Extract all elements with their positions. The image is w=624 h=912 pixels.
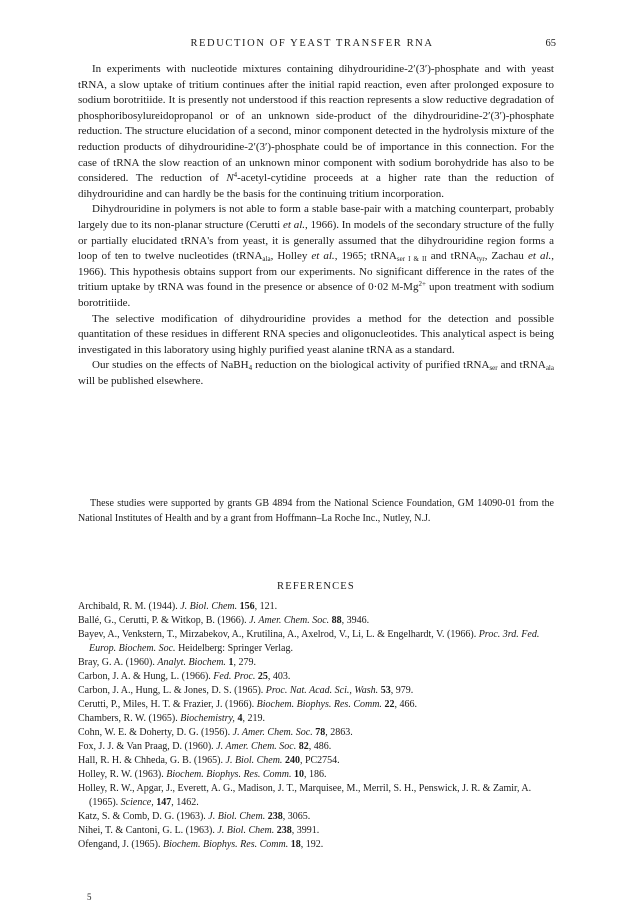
page-number: 65: [545, 38, 556, 49]
reference-volume: 4: [237, 713, 243, 724]
reference-volume: 238: [267, 811, 283, 822]
reference-volume: 156: [239, 601, 255, 612]
reference-item: Bayev, A., Venkstern, T., Mirzabekov, A., Krutilina, A., Axelrod, V., Li, L. & Engelhardt, V. (1966). Proc. 3rd. Fed. Europ. Biochem. Soc. Heidelberg: Springer Verlag.: [78, 629, 540, 654]
reference-item: Ofengand, J. (1965). Biochem. Biophys. Res. Comm. 18, 192.: [78, 839, 324, 850]
reference-volume: 1: [228, 657, 234, 668]
reference-journal: Proc. Nat. Acad. Sci., Wash.: [265, 685, 379, 696]
acknowledgement: [78, 497, 554, 527]
reference-item: Carbon, J. A. & Hung, L. (1966). Fed. Proc. 25, 403.: [78, 671, 291, 682]
reference-volume: 78: [315, 727, 326, 738]
reference-item: Holley, R. W., Apgar, J., Everett, A. G., Madison, J. T., Marquisee, M., Merril, S. H., Penswick, J. R. & Zamir, A. (1965). Science, 147, 1462.: [78, 783, 532, 808]
running-title: REDUCTION OF YEAST TRANSFER RNA: [190, 38, 434, 49]
references-heading: REFERENCES: [277, 581, 355, 592]
reference-item: Bray, G. A. (1960). Analyt. Biochem. 1, 279.: [78, 657, 256, 668]
paragraph-tritium-uptake: In experiments with nucleotide mixtures containing dihydrouridine-2′(3′)-phosphate and with yeast tRNA, a slow uptake of tritium continues after the initial rapid reaction, even after prolonged exposure to sodium borotritiide. It is presently not understood if this reaction represents a slow reductive degradation of phosphoribosylureidopropanol or of an unknown side-product of the dihydrouridine-2′(3′)-phosphate reduction. The structure elucidation of a second, minor component detected in the hydrolysis mixture of the reduction products of dihydrouridine-2′(3′)-phosphate could be of importance in this connection. For the case of tRNA the slow reaction of an unknown minor component with sodium borohydride has also to be considered. The reduction of $N^4-acetyl$-cytidine proceeds at a higher rate than the reduction of dihydrouridine and can hardly be the basis for the continuing tritium incorporation.: [78, 63, 554, 200]
reference-item: Fox, J. J. & Van Praag, D. (1960). J. Amer. Chem. Soc. 82, 486.: [78, 741, 332, 752]
reference-journal: J. Amer. Chem. Soc.: [249, 615, 330, 626]
reference-journal: Science,: [120, 797, 154, 808]
reference-volume: 53: [380, 685, 391, 696]
reference-journal: J. Biol. Chem.: [225, 755, 283, 766]
paragraph-selective-modification: The selective modification of dihydrouridine provides a method for the detection and possible quantitation of these residues in different RNA species and oligonucleotides. This analytical aspect is being investigated in this laboratory using highly purified yeast alanine tRNA as a standard.: [78, 312, 554, 356]
reference-volume: 240: [284, 755, 300, 766]
reference-volume: 238: [276, 825, 292, 836]
paragraph-base-pairing: Dihydrouridine in polymers is not able to form a stable base-pair with a matching counterpart, probably largely due to its non-planar structure (Cerutti et al., 1966). In models of the secondary structure of the fully or partially elucidated tRNA's from yeast, it is generally assumed that the dihydrouridine region forms a loop of ten to twelve nucleotides (tRNA$_{ala}$, Holley et al., 1965; tRNA$_{ser I \& II}$ and tRNA$_{tyr}$, Zachau et al., 1966). This hypothesis obtains support from our experiments. No significant difference in the rates of the tritium uptake by tRNA was found in the presence or absence of 0·02 $M-Mg^{2+}$ upon treatment with sodium borotritiide.: [78, 203, 555, 309]
reference-journal: J. Amer. Chem. Soc.: [216, 741, 297, 752]
reference-item: Holley, R. W. (1963). Biochem. Biophys. Res. Comm. 10, 186.: [78, 769, 327, 780]
reference-item: Chambers, R. W. (1965). Biochemistry, 4, 219.: [78, 713, 265, 724]
reference-journal: Biochem. Biophys. Res. Comm.: [166, 769, 292, 780]
reference-journal: Proc. 3rd. Fed. Europ. Biochem. Soc.: [89, 629, 540, 654]
reference-item: Katz, S. & Comb, D. G. (1963). J. Biol. Chem. 238, 3065.: [78, 811, 311, 822]
reference-journal: Analyt. Biochem.: [157, 657, 226, 668]
reference-volume: 88: [331, 615, 342, 626]
signature-mark: 5: [87, 892, 92, 902]
reference-journal: Biochem. Biophys. Res. Comm.: [256, 699, 382, 710]
reference-item: Carbon, J. A., Hung, L. & Jones, D. S. (1965). Proc. Nat. Acad. Sci., Wash. 53, 979.: [78, 685, 414, 696]
reference-volume: 82: [298, 741, 309, 752]
reference-volume: 22: [384, 699, 395, 710]
reference-item: Archibald, R. M. (1944). J. Biol. Chem. 156, 121.: [78, 601, 278, 612]
reference-item: Ballé, G., Cerutti, P. & Witkop, B. (1966). J. Amer. Chem. Soc. 88, 3946.: [78, 615, 370, 626]
reference-volume: 147: [156, 797, 172, 808]
reference-journal: J. Biol. Chem.: [180, 601, 238, 612]
reference-volume: 10: [294, 769, 305, 780]
reference-item: Cohn, W. E. & Doherty, D. G. (1956). J. Amer. Chem. Soc. 78, 2863.: [78, 727, 353, 738]
reference-volume: 25: [257, 671, 268, 682]
reference-journal: J. Biol. Chem.: [217, 825, 275, 836]
reference-list: [78, 600, 554, 852]
reference-journal: Biochemistry,: [180, 713, 235, 724]
reference-journal: Fed. Proc.: [213, 671, 256, 682]
reference-journal: J. Amer. Chem. Soc.: [232, 727, 313, 738]
reference-journal: Biochem. Biophys. Res. Comm.: [162, 839, 289, 850]
reference-item: Nihei, T. & Cantoni, G. L. (1963). J. Biol. Chem. 238, 3991.: [78, 825, 320, 836]
body-text: [78, 62, 554, 389]
reference-item: Cerutti, P., Miles, H. T. & Frazier, J. (1966). Biochem. Biophys. Res. Comm. 22, 466.: [78, 699, 417, 710]
reference-volume: 18: [290, 839, 301, 850]
reference-journal: J. Biol. Chem.: [208, 811, 266, 822]
acknowledgement-text: These studies were supported by grants GB 4894 from the National Science Foundation, GM 14090-01 from the National Institutes of Health and by a grant from Hoffmann–La Roche Inc., Nutley, N.J.: [78, 498, 554, 524]
reference-item: Hall, R. H. & Chheda, G. B. (1965). J. Biol. Chem. 240, PC2754.: [78, 755, 340, 766]
paragraph-biological-activity: Our studies on the effects of NaBH$_4$ reduction on the biological activity of purified tRNA$_{ser}$ and tRNA$_{ala}$ will be published elsewhere.: [78, 359, 554, 387]
